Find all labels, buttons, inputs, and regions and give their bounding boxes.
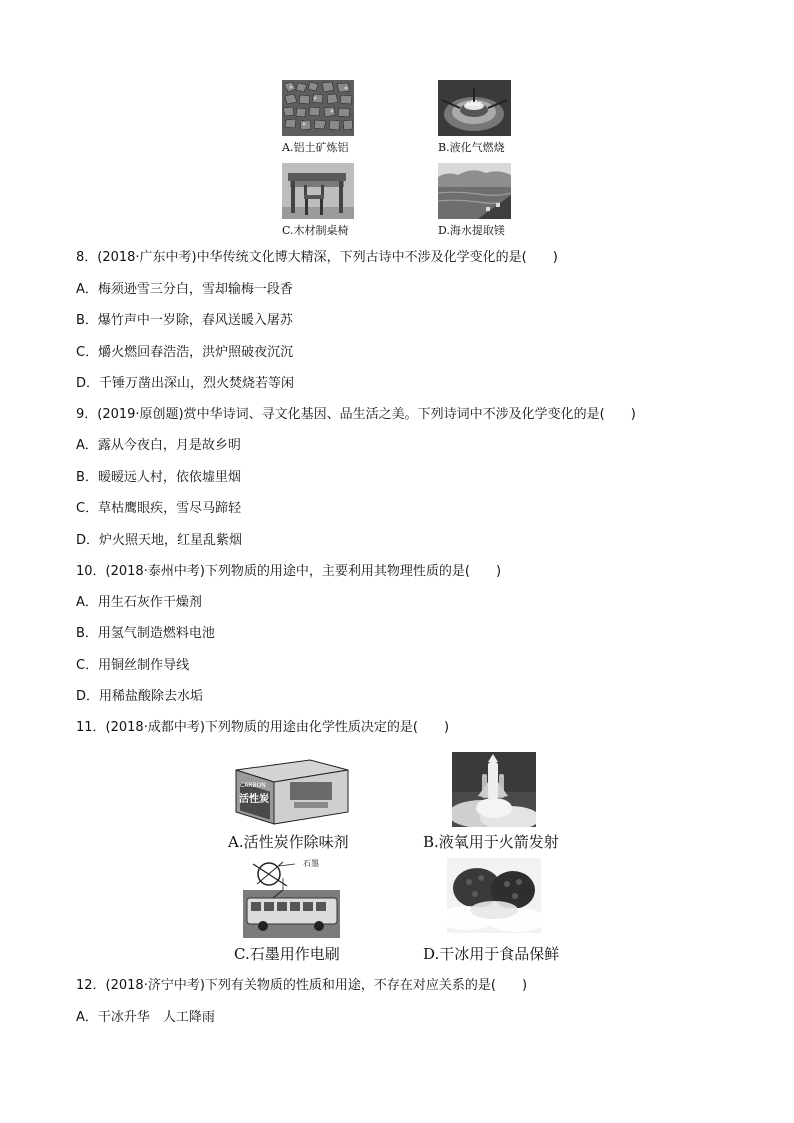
question-10-stem: 10．(2018·泰州中考)下列物质的用途中，主要利用其物理性质的是( ) bbox=[76, 564, 502, 579]
question-8-option-d: D．千锤万凿出深山，烈火焚烧若等闲 bbox=[76, 376, 295, 391]
fig7-caption-c: C.木材制桌椅 bbox=[282, 224, 349, 237]
question-10-option-b: B．用氢气制造燃料电池 bbox=[76, 626, 215, 641]
question-9-option-b: B．暧暧远人村，依依墟里烟 bbox=[76, 470, 241, 485]
question-9-option-c: C．草枯鹰眼疾，雪尽马蹄轻 bbox=[76, 501, 242, 516]
question-8-option-b: B．爆竹声中一岁除，春风送暖入屠苏 bbox=[76, 313, 293, 328]
fig7-caption-a: A.铝土矿炼铝 bbox=[282, 141, 349, 154]
q11-caption-a: A.活性炭作除味剂 bbox=[228, 833, 349, 851]
q11-caption-c: C.石墨用作电刷 bbox=[234, 945, 340, 963]
q11-caption-d: D.干冰用于食品保鲜 bbox=[423, 945, 560, 963]
question-9-stem: 9．(2019·原创题)赏中华诗词、寻文化基因、品生活之美。下列诗词中不涉及化学变化的是( ) bbox=[76, 407, 636, 422]
question-12-stem: 12．(2018·济宁中考)下列有关物质的性质和用途，不存在对应关系的是( ) bbox=[76, 978, 528, 993]
graphite-bus-photo bbox=[243, 858, 340, 938]
carbon-label: CARBON bbox=[240, 782, 266, 789]
question-9-option-a: A．露从今夜白，月是故乡明 bbox=[76, 438, 241, 453]
question-9-option-d: D．炉火照天地，红星乱紫烟 bbox=[76, 533, 243, 548]
q11-caption-b: B.液氧用于火箭发射 bbox=[423, 833, 559, 851]
activated-carbon-box-photo bbox=[232, 752, 352, 827]
question-10-option-a: A．用生石灰作干燥剂 bbox=[76, 595, 202, 610]
gas-stove-photo bbox=[438, 80, 511, 136]
question-11-stem: 11．(2018·成都中考)下列物质的用途由化学性质决定的是( ) bbox=[76, 720, 450, 735]
bauxite-photo bbox=[282, 80, 354, 136]
question-10-option-c: C．用铜丝制作导线 bbox=[76, 658, 190, 673]
question-8-option-c: C．爝火燃回春浩浩，洪炉照破夜沉沉 bbox=[76, 345, 294, 360]
rocket-launch-photo bbox=[452, 752, 536, 827]
question-8-option-a: A．梅须逊雪三分白，雪却输梅一段香 bbox=[76, 282, 293, 297]
fig7-caption-d: D.海水提取镁 bbox=[438, 224, 505, 237]
wooden-desk-chair-photo bbox=[282, 163, 354, 219]
dry-ice-food-photo bbox=[447, 858, 541, 933]
question-8-stem: 8．(2018·广东中考)中华传统文化博大精深，下列古诗中不涉及化学变化的是( ) bbox=[76, 250, 558, 265]
graphite-label: 石墨 bbox=[303, 859, 319, 868]
question-10-option-d: D．用稀盐酸除去水垢 bbox=[76, 689, 204, 704]
question-12-option-a: A．干冰升华 人工降雨 bbox=[76, 1010, 215, 1025]
seawater-photo bbox=[438, 163, 511, 219]
fig7-caption-b: B.液化气燃烧 bbox=[438, 141, 505, 154]
carbon-brand-label: 活性炭 bbox=[239, 794, 269, 805]
